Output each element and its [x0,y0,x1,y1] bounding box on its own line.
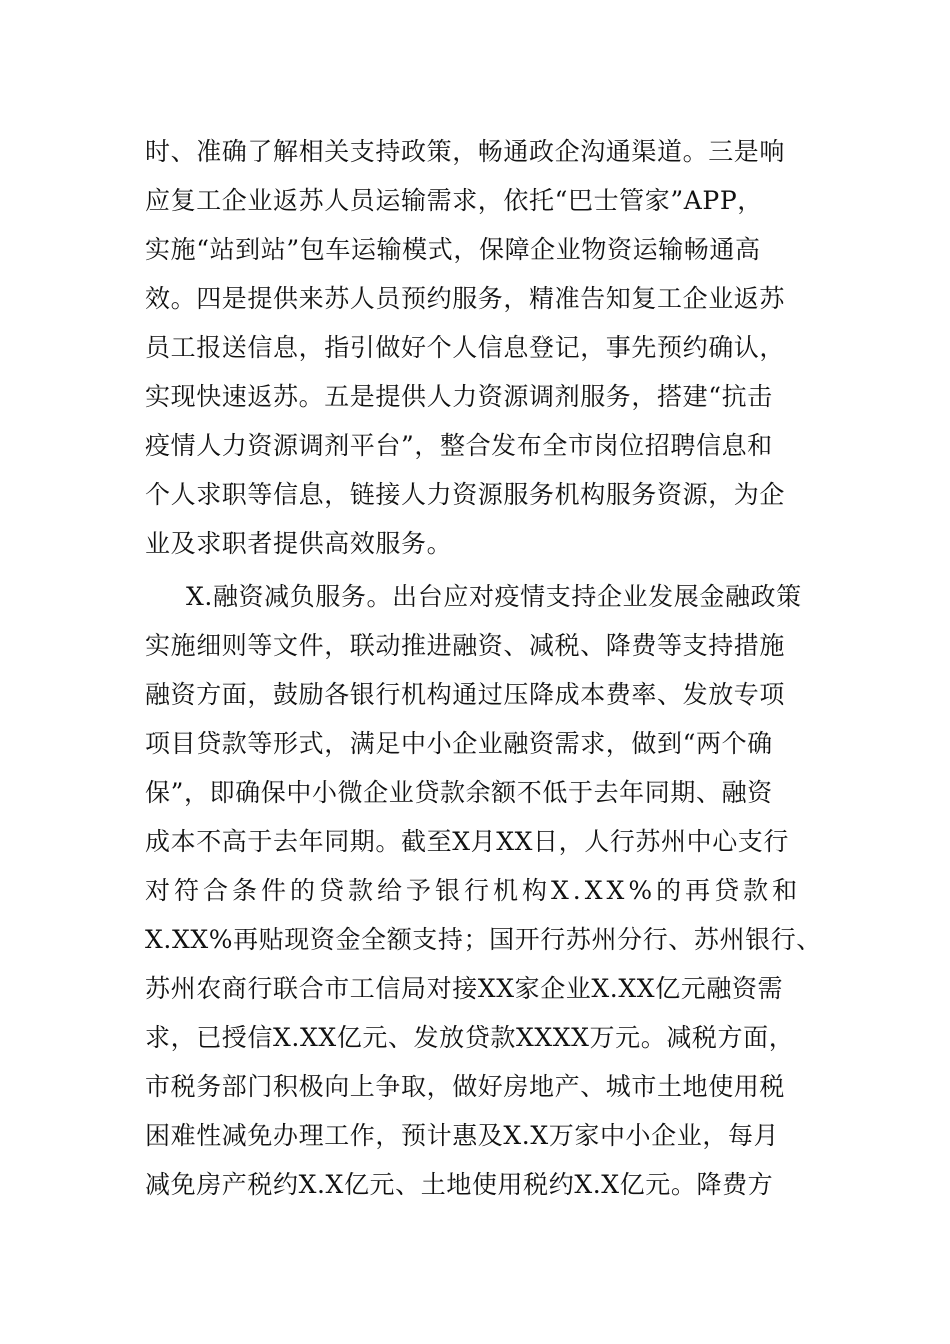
text-line: 个人求职等信息，链接人力资源服务机构服务资源，为企 [145,480,786,509]
text-line: 成本不高于去年同期。截至X月XX日，人行苏州中心支行 [145,827,789,856]
text-line: 效。四是提供来苏人员预约服务，精准告知复工企业返苏 [145,284,786,313]
text-line: 求，已授信X.XX亿元、发放贷款XXXX万元。减税方面， [145,1023,795,1052]
text-line: 应复工企业返苏人员运输需求，依托“巴士管家”APP， [145,186,763,215]
text-line: 员工报送信息，指引做好个人信息登记，事先预约确认， [145,333,786,362]
text-line: 苏州农商行联合市工信局对接XX家企业X.XX亿元融资需 [145,974,784,1003]
text-line: 融资方面，鼓励各银行机构通过压降成本费率、发放专项 [145,680,786,709]
text-line: 实施“站到站”包车运输模式，保障企业物资运输畅通高 [145,235,761,264]
text-line: 困难性减免办理工作，预计惠及X.X万家中小企业，每月 [145,1121,780,1150]
text-line: 时、准确了解相关支持政策，畅通政企沟通渠道。三是响 [145,137,786,166]
text-line: 对符合条件的贷款给予银行机构X.XX%的再贷款和 [145,876,802,905]
text-line: X.融资减负服务。出台应对疫情支持企业发展金融政策 [186,582,802,611]
text-line: 疫情人力资源调剂平台”，整合发布全市岗位招聘信息和 [145,431,773,460]
text-line: 业及求职者提供高效服务。 [145,529,453,558]
text-line: X.XX%再贴现资金全额支持；国开行苏州分行、苏州银行、 [145,925,822,954]
text-line: 市税务部门积极向上争取，做好房地产、城市土地使用税 [145,1072,786,1101]
text-line: 实现快速返苏。五是提供人力资源调剂服务，搭建“抗击 [145,382,773,411]
text-line: 实施细则等文件，联动推进融资、减税、降费等支持措施 [145,631,786,660]
text-line: 减免房产税约X.X亿元、土地使用税约X.X亿元。降费方 [145,1170,774,1199]
text-line: 保”，即确保中小微企业贷款余额不低于去年同期、融资 [145,778,773,807]
text-line: 项目贷款等形式，满足中小企业融资需求，做到“两个确 [145,729,773,758]
